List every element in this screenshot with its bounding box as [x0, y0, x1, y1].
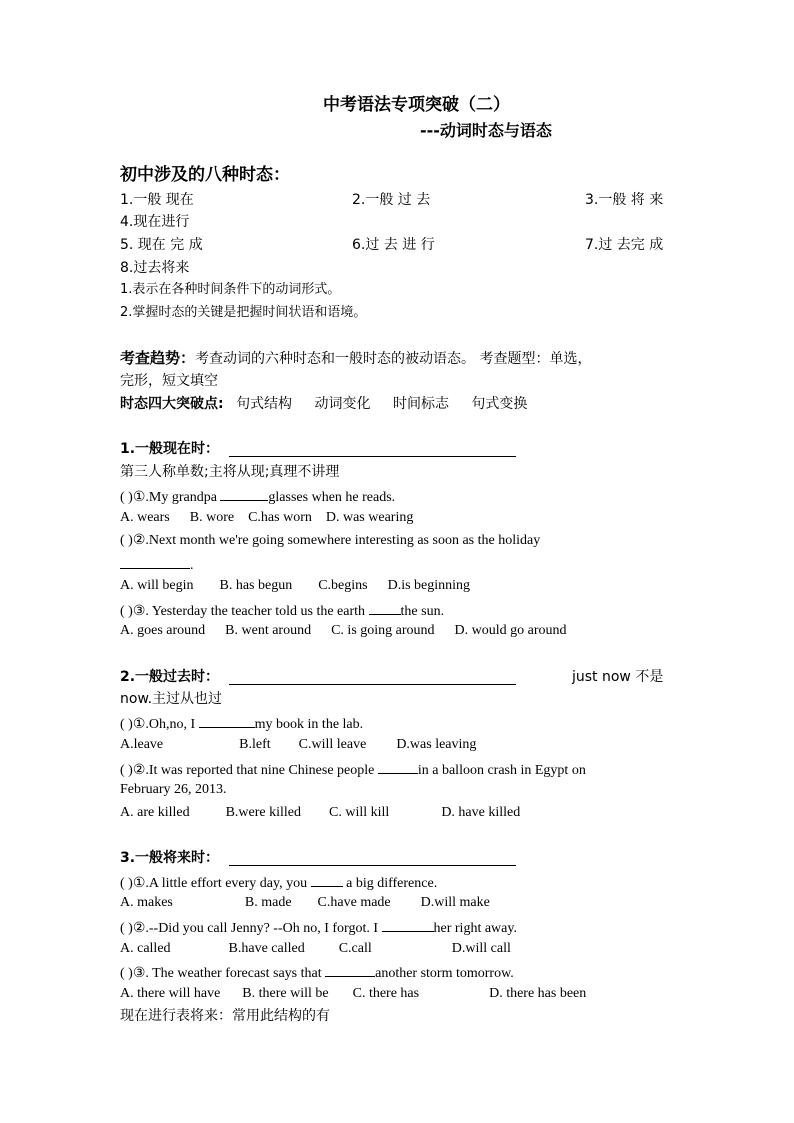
- text-fragment: D.was leaving: [396, 737, 477, 752]
- text-fragment: B. there will be: [242, 986, 329, 1001]
- trend-text: 考查动词的六种时态和一般时态的被动语态。 考查题型：单选，: [195, 351, 592, 367]
- text-fragment: D.will make: [420, 895, 490, 910]
- section-3-footer: 现在进行表将来：常用此结构的有: [120, 1008, 330, 1024]
- text-fragment: A. there will have: [120, 986, 221, 1001]
- text-fragment: ( )②.It was reported that nine Chinese people: [120, 763, 378, 778]
- tense-item: 7.过 去完 成: [585, 237, 664, 253]
- text-fragment: just now 不是: [572, 669, 664, 685]
- text-fragment: B. went around: [225, 623, 312, 638]
- text-fragment: B. has begun: [219, 578, 293, 593]
- answer-blank: [199, 713, 255, 728]
- breakthrough-point: 句式结构: [236, 396, 293, 412]
- text-fragment: C.has worn: [248, 510, 312, 525]
- answer-blank: [378, 759, 418, 774]
- question-stem: [120, 600, 444, 621]
- text-fragment: C.begins: [318, 578, 368, 593]
- text-fragment: D. was wearing: [325, 510, 414, 525]
- text-fragment: ( )①.Oh,no, I: [120, 717, 199, 732]
- page-subtitle: ---动词时态与语态: [420, 121, 552, 140]
- text-fragment: D.will call: [451, 941, 511, 956]
- heading-underline: [229, 456, 516, 457]
- text-fragment: B. wore: [189, 510, 235, 525]
- question-options: [120, 804, 520, 822]
- text-fragment: the sun.: [400, 604, 445, 619]
- text-fragment: A. goes around: [120, 623, 206, 638]
- section-2-tail: [572, 668, 663, 687]
- section-1-heading: 1.一般现在时：: [120, 441, 220, 457]
- breakthrough-point: 句式变换: [471, 396, 528, 412]
- tenses-heading: 初中涉及的八种时态：: [120, 165, 290, 185]
- breakthrough-line: [120, 395, 527, 413]
- question-options: [120, 940, 511, 958]
- text-fragment: my book in the lab.: [254, 717, 364, 732]
- tense-item: 1.一般 现在: [120, 192, 194, 208]
- question-stem-cont: February 26, 2013.: [120, 782, 227, 797]
- trend-line: [120, 349, 591, 368]
- text-fragment: A. are killed: [120, 805, 190, 820]
- question-stem-cont: [120, 554, 194, 575]
- text-fragment: a big difference.: [342, 876, 438, 891]
- question-stem: [120, 917, 517, 938]
- tense-item: 6.过 去 进 行: [352, 237, 435, 253]
- question-options: [120, 894, 490, 912]
- note-line: 2.掌握时态的关键是把握时间状语和语境。: [120, 305, 367, 320]
- breakthrough-point: 动词变化: [314, 396, 371, 412]
- text-fragment: D.is beginning: [387, 578, 471, 593]
- text-fragment: C. is going around: [331, 623, 435, 638]
- tense-item: 5. 现在 完 成: [120, 237, 203, 253]
- section-2-heading: 2.一般过去时：: [120, 669, 220, 685]
- text-fragment: A. will begin: [120, 578, 194, 593]
- tense-item: 8.过去将来: [120, 260, 190, 276]
- answer-blank: [120, 554, 190, 569]
- text-fragment: B. made: [244, 895, 292, 910]
- text-fragment: .: [190, 558, 194, 573]
- question-stem: [120, 872, 437, 893]
- text-fragment: ( )①.A little effort every day, you: [120, 876, 311, 891]
- text-fragment: B.were killed: [225, 805, 302, 820]
- section-3-heading: 3.一般将来时：: [120, 850, 220, 866]
- page-title: 中考语法专项突破（二）: [323, 95, 510, 115]
- text-fragment: A. makes: [120, 895, 173, 910]
- text-fragment: A. called: [120, 941, 171, 956]
- section-2-tail-cont: now.主过从也过: [120, 691, 223, 707]
- text-fragment: ( )③. The weather forecast says that: [120, 966, 326, 981]
- text-fragment: ( )③. Yesterday the teacher told us the earth: [120, 604, 369, 619]
- heading-underline: [229, 865, 516, 866]
- text-fragment: ( )①.My grandpa: [120, 490, 221, 505]
- text-fragment: her right away.: [433, 921, 517, 936]
- text-fragment: C.call: [338, 941, 372, 956]
- question-stem: [120, 962, 514, 983]
- trend-label: 考查趋势：: [120, 349, 196, 367]
- text-fragment: A. wears: [120, 510, 170, 525]
- text-fragment: another storm tomorrow.: [375, 966, 514, 981]
- text-fragment: C.will leave: [298, 737, 367, 752]
- answer-blank: [325, 962, 375, 977]
- question-stem: [120, 713, 363, 734]
- answer-blank: [369, 600, 401, 615]
- text-fragment: glasses when he reads.: [268, 490, 396, 505]
- note-line: 1.表示在各种时间条件下的动词形式。: [120, 282, 341, 297]
- trend-text-cont: 完形，短文填空: [120, 373, 218, 389]
- tense-item: 4.现在进行: [120, 214, 190, 230]
- breakthrough-label: 时态四大突破点:: [120, 396, 224, 412]
- text-fragment: B.have called: [228, 941, 305, 956]
- text-fragment: B.left: [239, 737, 271, 752]
- question-options: [120, 577, 470, 595]
- answer-blank: [311, 872, 343, 887]
- text-fragment: C. will kill: [329, 805, 390, 820]
- text-fragment: ( )②.--Did you call Jenny? --Oh no, I forgot. I: [120, 921, 382, 936]
- question-stem: [120, 759, 586, 780]
- question-options: [120, 985, 586, 1003]
- question-stem: ( )②.Next month we're going somewhere interesting as soon as the holiday: [120, 533, 541, 548]
- tense-item: 2.一般 过 去: [352, 192, 431, 208]
- question-options: [120, 509, 413, 527]
- question-options: [120, 622, 567, 640]
- text-fragment: D. have killed: [441, 805, 521, 820]
- text-fragment: C.have made: [317, 895, 391, 910]
- text-fragment: D. would go around: [454, 623, 567, 638]
- text-fragment: D. there has been: [489, 986, 587, 1001]
- breakthrough-point: 时间标志: [392, 396, 449, 412]
- heading-underline: [229, 684, 516, 685]
- text-fragment: in a balloon crash in Egypt on: [417, 763, 586, 778]
- text-fragment: A.leave: [120, 737, 164, 752]
- tense-item: 3.一般 将 来: [585, 192, 664, 208]
- question-options: [120, 736, 476, 754]
- answer-blank: [382, 917, 434, 932]
- text-fragment: C. there has: [352, 986, 420, 1001]
- section-1-rule: 第三人称单数;主将从现;真理不讲理: [120, 464, 340, 480]
- question-stem: [120, 486, 395, 507]
- answer-blank: [220, 486, 268, 501]
